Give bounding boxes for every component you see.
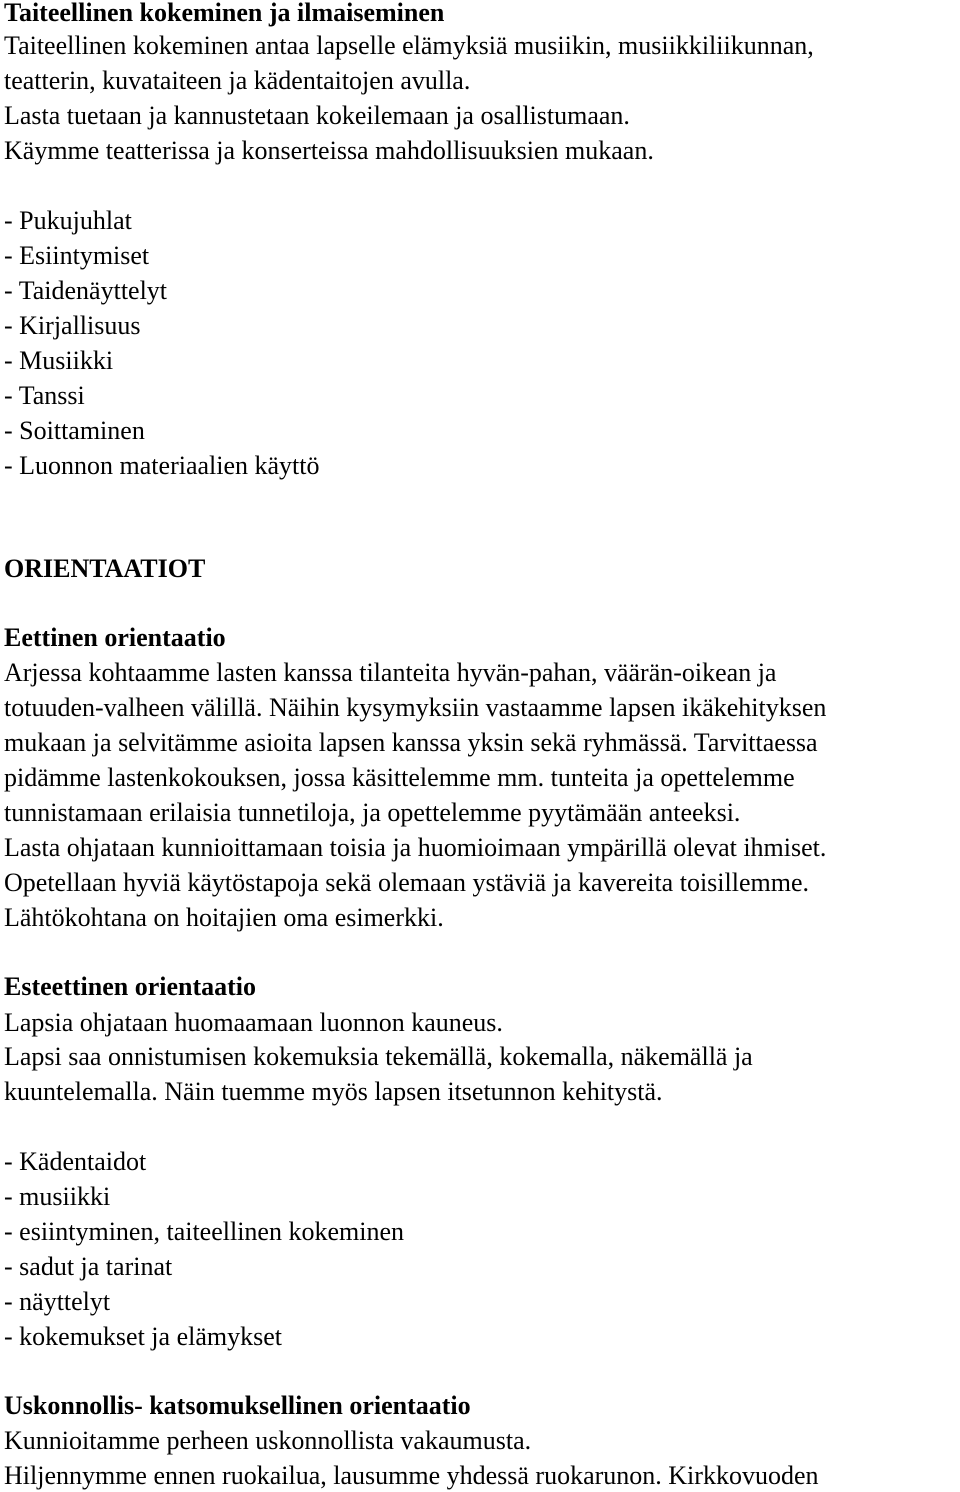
paragraph-line: pidämme lastenkokouksen, jossa käsittelemme mm. tunteita ja opettelemme xyxy=(4,763,795,792)
paragraph-line: Käymme teatterissa ja konserteissa mahdollisuuksien mukaan. xyxy=(4,136,654,165)
section-heading: Taiteellinen kokeminen ja ilmaiseminen xyxy=(4,0,445,27)
paragraph-line: Lähtökohtana on hoitajien oma esimerkki. xyxy=(4,903,444,932)
list-item: - Taidenäyttelyt xyxy=(4,276,168,305)
paragraph-line: teatterin, kuvataiteen ja kädentaitojen avulla. xyxy=(4,66,471,95)
subsection-heading: Eettinen orientaatio xyxy=(4,623,226,652)
list-item: - Musiikki xyxy=(4,346,114,375)
paragraph-line: Lasta tuetaan ja kannustetaan kokeilemaan ja osallistumaan. xyxy=(4,101,630,130)
paragraph-line: Hiljennymme ennen ruokailua, lausumme yhdessä ruokarunon. Kirkkovuoden xyxy=(4,1461,819,1490)
paragraph-line: tunnistamaan erilaisia tunnetiloja, ja opettelemme pyytämään anteeksi. xyxy=(4,798,741,827)
page-section-title: ORIENTAATIOT xyxy=(4,554,206,583)
paragraph-line: Lasta ohjataan kunnioittamaan toisia ja huomioimaan ympärillä olevat ihmiset. xyxy=(4,833,827,862)
paragraph-line: Lapsi saa onnistumisen kokemuksia tekemällä, kokemalla, näkemällä ja xyxy=(4,1042,753,1071)
list-item: - Kädentaidot xyxy=(4,1147,147,1176)
list-item: - Tanssi xyxy=(4,381,85,410)
list-item: - musiikki xyxy=(4,1182,111,1211)
list-item: - esiintyminen, taiteellinen kokeminen xyxy=(4,1217,405,1246)
list-item: - näyttelyt xyxy=(4,1287,111,1316)
list-item: - Kirjallisuus xyxy=(4,311,141,340)
list-item: - kokemukset ja elämykset xyxy=(4,1322,282,1351)
paragraph-line: Taiteellinen kokeminen antaa lapselle elämyksiä musiikin, musiikkiliikunnan, xyxy=(4,31,814,60)
paragraph-line: kuuntelemalla. Näin tuemme myös lapsen itsetunnon kehitystä. xyxy=(4,1077,663,1106)
list-item: - sadut ja tarinat xyxy=(4,1252,173,1281)
paragraph-line: Lapsia ohjataan huomaamaan luonnon kauneus. xyxy=(4,1008,503,1037)
paragraph-line: Opetellaan hyviä käytöstapoja sekä olemaan ystäviä ja kavereita toisillemme. xyxy=(4,868,809,897)
paragraph-line: totuuden-valheen välillä. Näihin kysymyksiin vastaamme lapsen ikäkehityksen xyxy=(4,693,827,722)
list-item: - Pukujuhlat xyxy=(4,206,132,235)
paragraph-line: Kunnioitamme perheen uskonnollista vakaumusta. xyxy=(4,1426,532,1455)
paragraph-line: Arjessa kohtaamme lasten kanssa tilanteita hyvän-pahan, väärän-oikean ja xyxy=(4,658,777,687)
subsection-heading: Esteettinen orientaatio xyxy=(4,972,257,1001)
list-item: - Luonnon materiaalien käyttö xyxy=(4,451,320,480)
subsection-heading: Uskonnollis- katsomuksellinen orientaatio xyxy=(4,1391,471,1420)
list-item: - Soittaminen xyxy=(4,416,145,445)
list-item: - Esiintymiset xyxy=(4,241,150,270)
paragraph-line: mukaan ja selvitämme asioita lapsen kanssa yksin sekä ryhmässä. Tarvittaessa xyxy=(4,728,818,757)
